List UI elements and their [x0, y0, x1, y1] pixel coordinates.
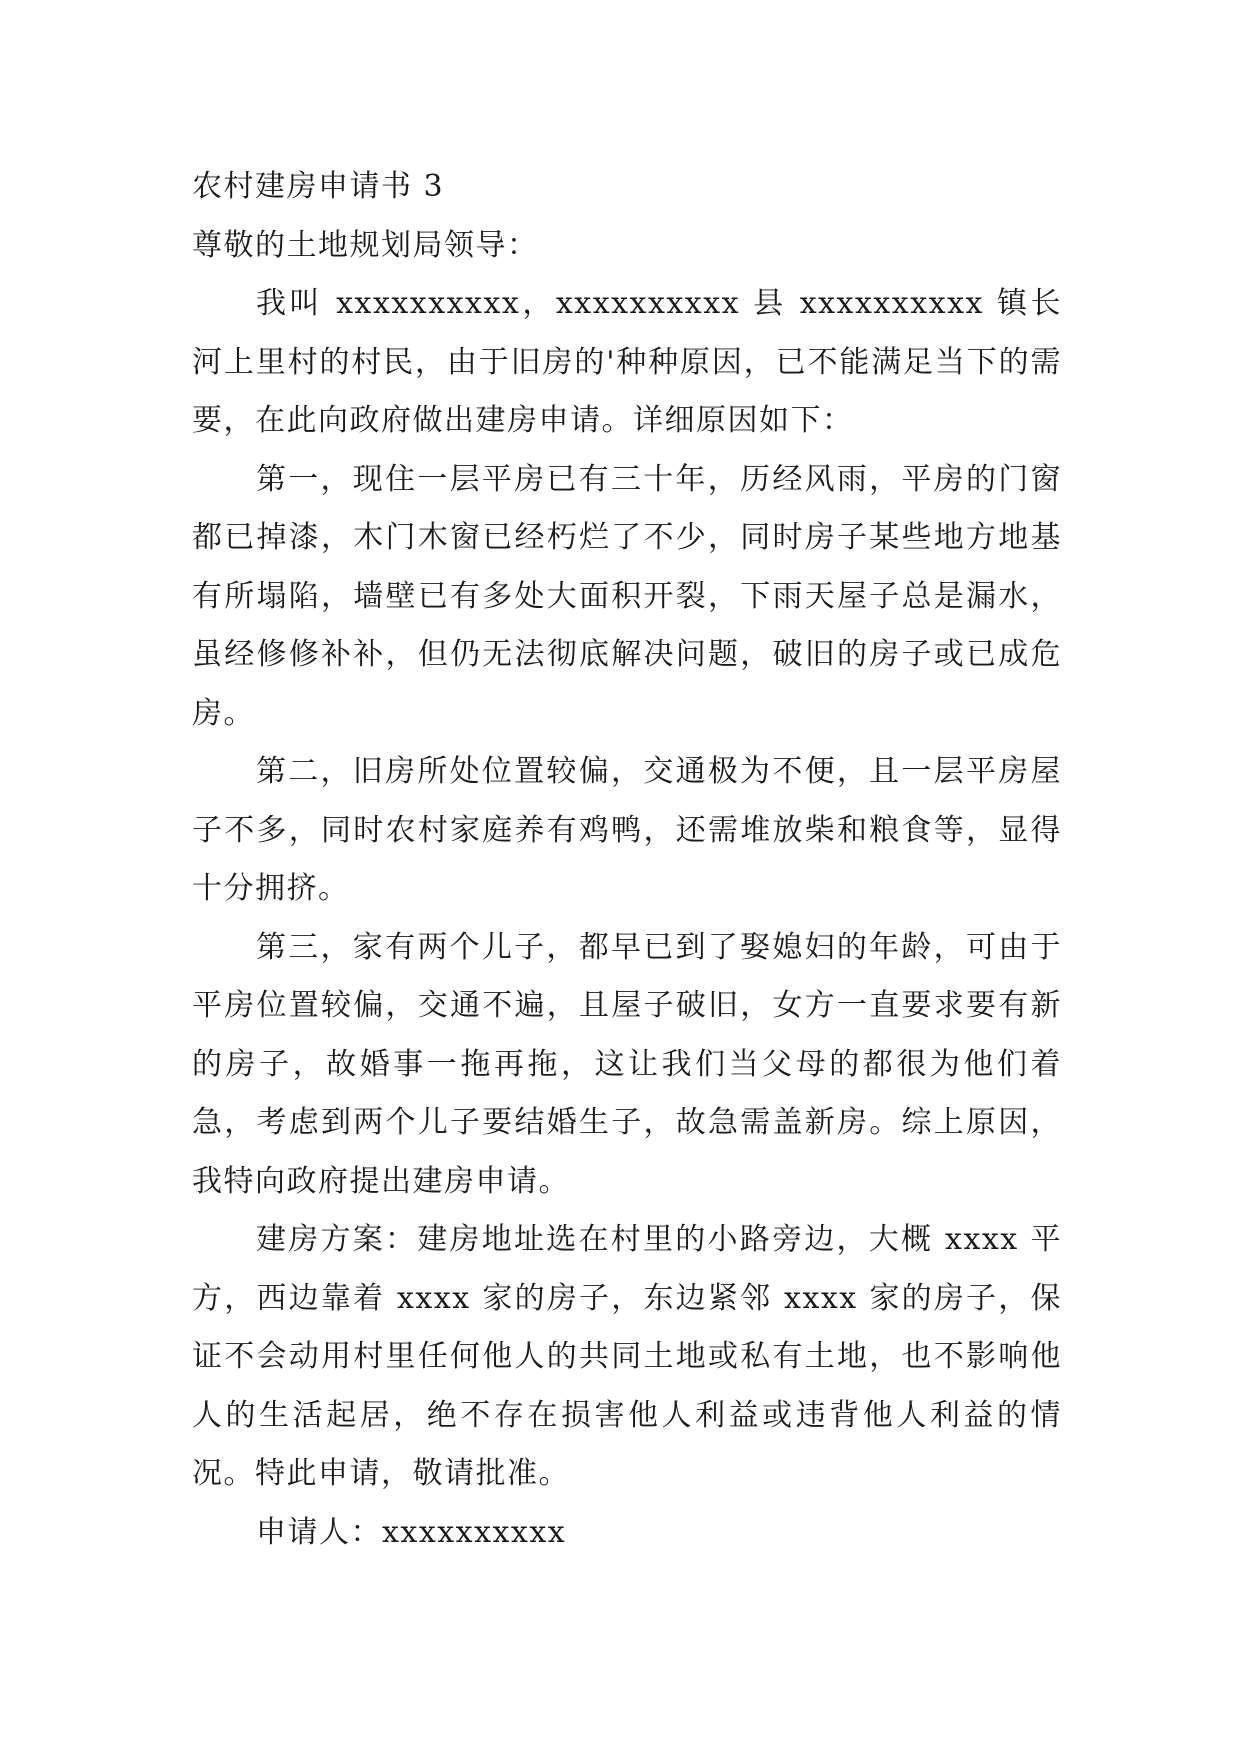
paragraph-reason-first: 第一，现住一层平房已有三十年，历经风雨，平房的门窗都已掉漆，木门木窗已经朽烂了不少，同时房子某些地方地基有所塌陷，墙壁已有多处大面积开裂，下雨天屋子总是漏水，虽经修修补补，但仍无法彻底解决问题，破旧的房子或已成危房。 [192, 461, 1062, 731]
paragraph-reason-third: 第三，家有两个儿子，都早已到了娶媳妇的年龄，可由于平房位置较偏，交通不遍，且屋子破旧，女方一直要求要有新的房子，故婚事一拖再拖，这让我们当父母的都很为他们着急，考虑到两个儿子要结婚生子，故急需盖新房。综上原因，我特向政府提出建房申请。 [192, 929, 1062, 1199]
paragraph-building-plan: 建房方案：建房地址选在村里的小路旁边，大概 xxxx 平方，西边靠着 xxxx 家的房子，东边紧邻 xxxx 家的房子，保证不会动用村里任何他人的共同土地或私有土地，也不影响他人的生活起居，绝不存在损害他人利益或违背他人利益的情况。特此申请，敬请批准。 [192, 1222, 1062, 1491]
applicant-signature: 申请人：xxxxxxxxxx [256, 1514, 567, 1550]
document-body [192, 158, 1062, 1562]
document-title: 农村建房申请书 3 [192, 169, 445, 204]
paragraph-intro: 我叫 xxxxxxxxxx，xxxxxxxxxx 县 xxxxxxxxxx 镇长河上里村的村民，由于旧房的'种种原因，已不能满足当下的需要，在此向政府做出建房申请。详细原因如下： [192, 286, 1062, 438]
salutation: 尊敬的土地规划局领导： [192, 227, 539, 263]
paragraph-reason-second: 第二，旧房所处位置较偏，交通极为不便，且一层平房屋子不多，同时农村家庭养有鸡鸭，还需堆放柴和粮食等，显得十分拥挤。 [192, 754, 1062, 906]
